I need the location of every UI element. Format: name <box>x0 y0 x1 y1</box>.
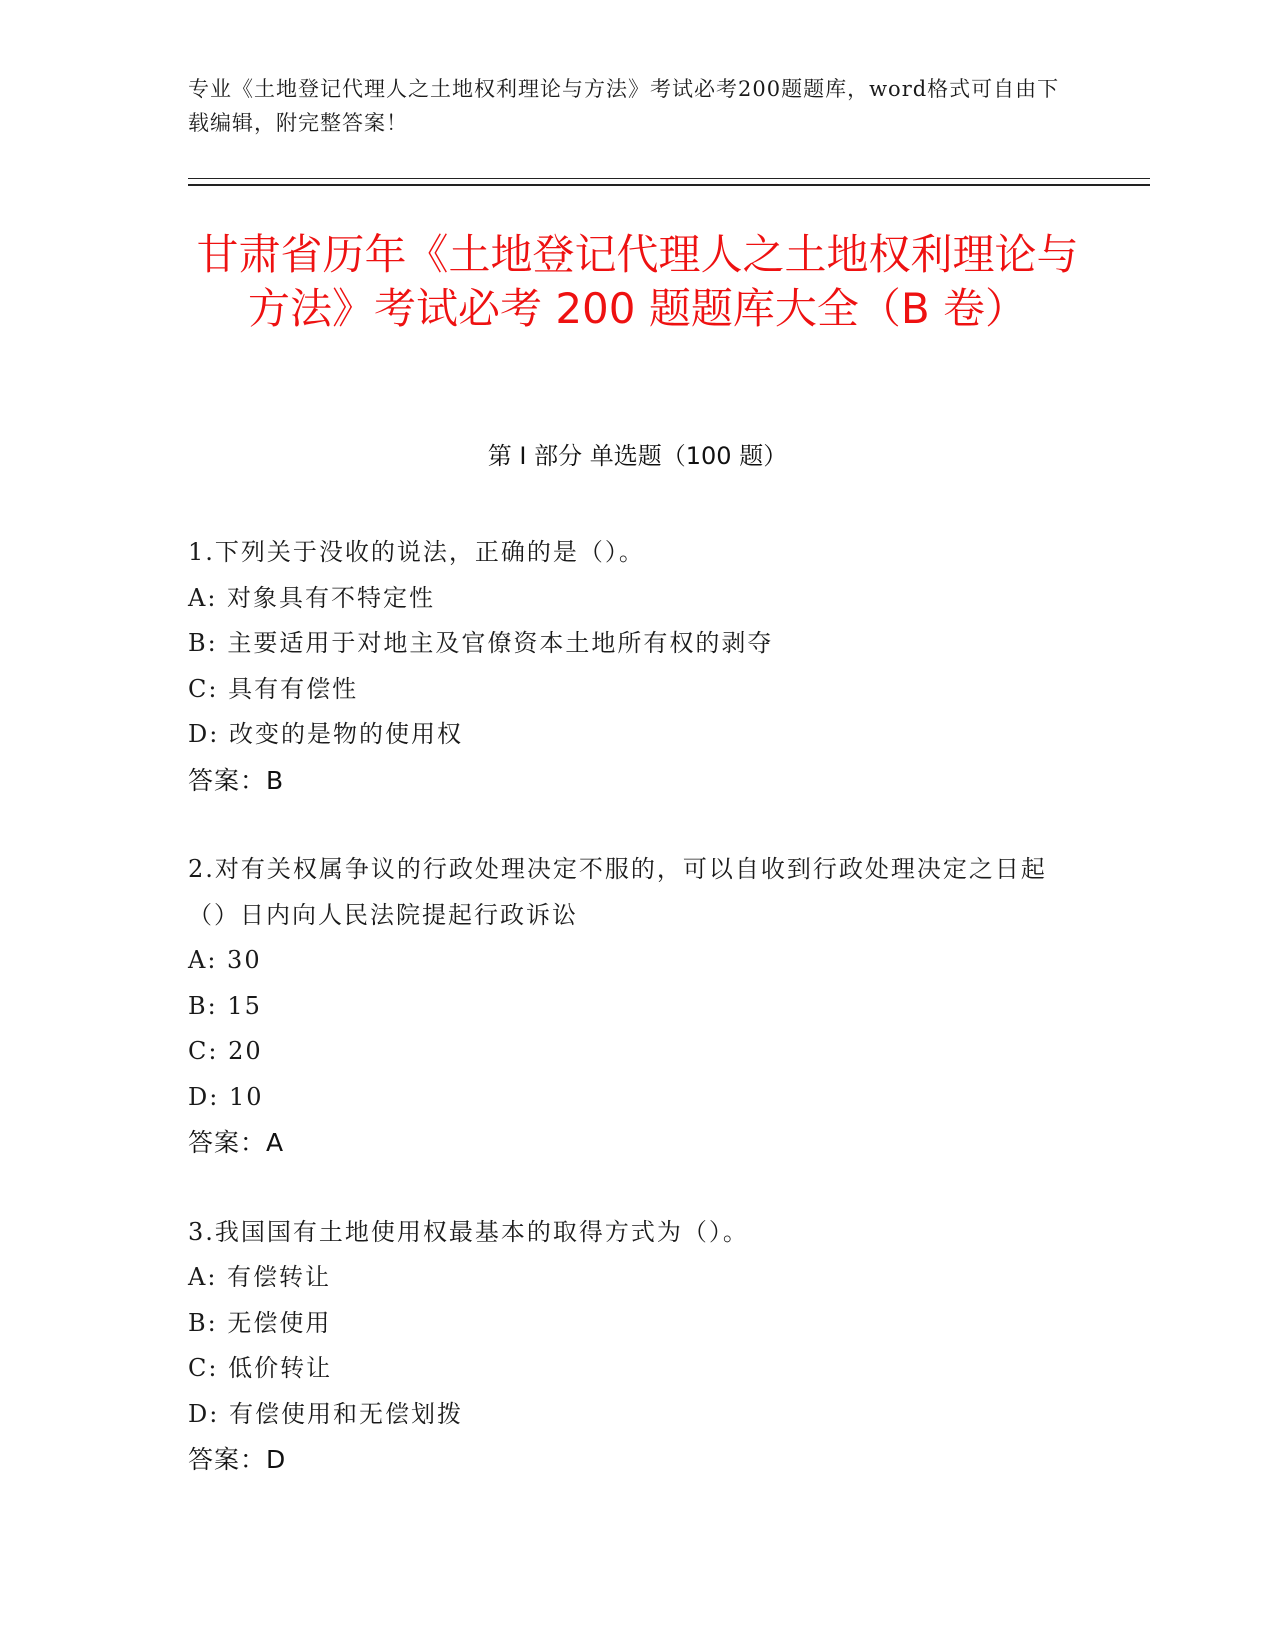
answer-label: 答案：B <box>188 765 285 795</box>
question-1 <box>188 530 1068 803</box>
option-b: B: 15 <box>188 991 262 1020</box>
document-title: 甘肃省历年《土地登记代理人之土地权利理论与方法》考试必考 200 题题库大全（B 卷） <box>196 230 1079 333</box>
answer-label: 答案：A <box>188 1128 285 1157</box>
option-d: D: 10 <box>188 1082 264 1111</box>
option-d: D: 改变的是物的使用权 <box>188 720 463 748</box>
answer-label: 答案：D <box>188 1445 287 1474</box>
question-list <box>188 530 1068 1527</box>
question-3 <box>188 1210 1068 1483</box>
option-d: D: 有偿使用和无偿划拨 <box>188 1399 463 1428</box>
header-divider-thin <box>188 178 1150 179</box>
header-note: 专业《土地登记代理人之土地权利理论与方法》考试必考200题题库，word格式可自由下载编辑，附完整答案！ <box>188 77 1060 135</box>
question-stem: 2.对有关权属争议的行政处理决定不服的，可以自收到行政处理决定之日起（）日内向人民法院提起行政诉讼 <box>188 855 1047 929</box>
option-a: A: 对象具有不特定性 <box>188 583 436 612</box>
option-b: B: 主要适用于对地主及官僚资本土地所有权的剥夺 <box>188 629 774 657</box>
option-a: A: 有偿转让 <box>188 1263 332 1291</box>
question-stem: 3.我国国有土地使用权最基本的取得方式为（）。 <box>188 1217 749 1246</box>
option-a: A: 30 <box>188 946 262 974</box>
section-heading: 第 I 部分 单选题（100 题） <box>487 442 788 470</box>
question-stem: 1.下列关于没收的说法，正确的是（）。 <box>188 538 645 566</box>
question-2 <box>188 847 1068 1166</box>
option-b: B: 无偿使用 <box>188 1308 332 1337</box>
option-c: C: 低价转让 <box>188 1354 333 1382</box>
header-divider-thick <box>188 184 1150 186</box>
option-c: C: 20 <box>188 1037 263 1065</box>
option-c: C: 具有有偿性 <box>188 674 359 703</box>
